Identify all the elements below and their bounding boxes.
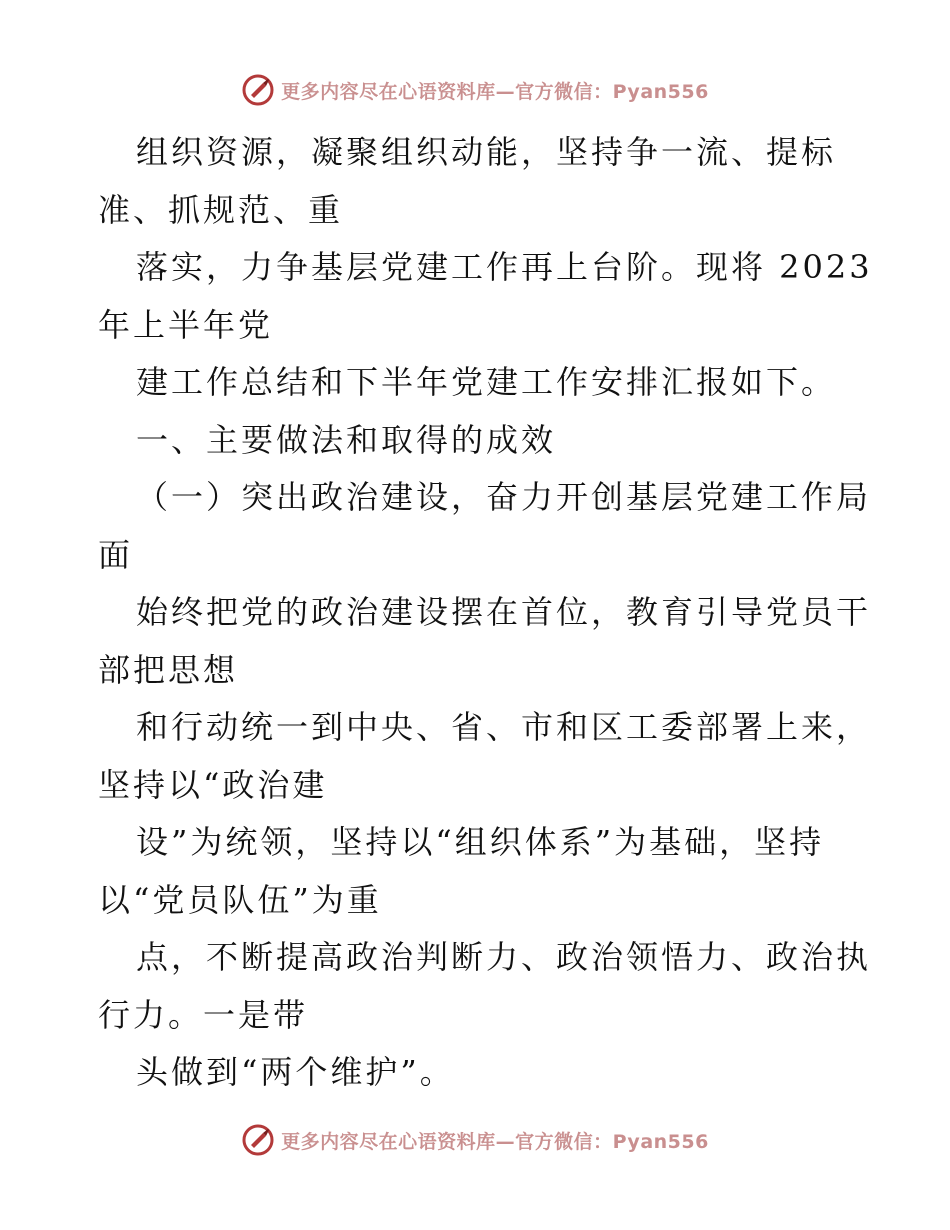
document-line: 落实，力争基层党建工作再上台阶。现将 2023 [136, 248, 873, 286]
document-line: 行力。一是带 [98, 995, 309, 1034]
document-line: 设”为统领，坚持以“组织体系”为基础，坚持 [136, 823, 825, 861]
document-line: 准、抓规范、重 [98, 190, 344, 229]
header-banner-text: 更多内容尽在心语资料库—官方微信：Pyan556 [281, 80, 709, 103]
document-body [98, 124, 873, 1102]
document-line: 头做到“两个维护”。 [136, 1053, 455, 1091]
header-banner [0, 70, 950, 110]
document-line: 一、主要做法和取得的成效 [136, 420, 557, 459]
document-line: 部把思想 [98, 650, 239, 689]
document-line: 以“党员队伍”为重 [98, 880, 382, 919]
brand-logo-icon [241, 1123, 275, 1157]
document-line: 组织资源，凝聚组织动能，坚持争一流、提标 [136, 133, 837, 171]
footer-banner-text: 更多内容尽在心语资料库—官方微信：Pyan556 [281, 1130, 709, 1153]
document-line: （一）突出政治建设，奋力开创基层党建工作局 [136, 478, 872, 516]
brand-logo-icon [241, 73, 275, 107]
document-line: 坚持以“政治建 [98, 765, 328, 804]
document-line: 年上半年党 [98, 305, 274, 344]
footer-banner [0, 1120, 950, 1160]
document-line: 面 [98, 535, 134, 574]
document-line: 始终把党的政治建设摆在首位，教育引导党员干 [136, 593, 872, 631]
document-line: 点，不断提高政治判断力、政治领悟力、政治执 [136, 938, 872, 976]
document-line: 和行动统一到中央、省、市和区工委部署上来， [136, 708, 872, 746]
document-line: 建工作总结和下半年党建工作安排汇报如下。 [136, 363, 837, 401]
